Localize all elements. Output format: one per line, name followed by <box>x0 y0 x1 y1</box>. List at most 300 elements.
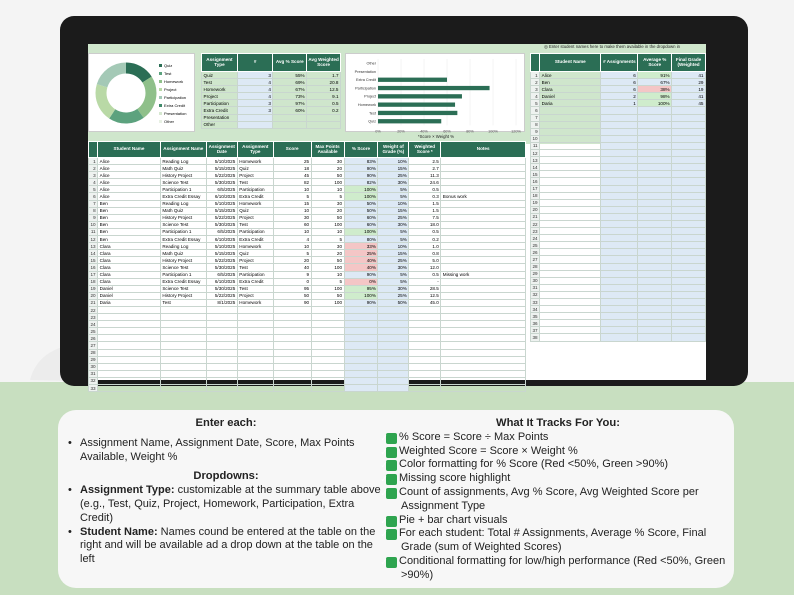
table-cell[interactable] <box>273 335 311 342</box>
student-cell[interactable] <box>601 192 638 199</box>
student-cell[interactable] <box>540 277 601 284</box>
table-cell[interactable] <box>237 377 273 384</box>
table-cell[interactable]: 9 <box>273 271 311 278</box>
table-cell[interactable] <box>311 335 344 342</box>
student-cell[interactable] <box>638 114 672 121</box>
table-cell[interactable] <box>378 370 409 377</box>
table-cell[interactable]: Ben <box>98 207 161 214</box>
table-cell[interactable] <box>311 314 344 321</box>
table-cell[interactable]: 5/15/2025 <box>206 165 237 172</box>
table-cell[interactable]: 82 <box>273 179 311 186</box>
student-cell[interactable] <box>601 228 638 235</box>
student-cell[interactable] <box>672 228 706 235</box>
student-cell[interactable] <box>540 121 601 128</box>
table-cell[interactable]: 25% <box>378 172 409 179</box>
table-cell[interactable]: 18.0 <box>409 221 441 228</box>
student-cell[interactable] <box>540 313 601 320</box>
student-cell[interactable] <box>638 157 672 164</box>
table-cell[interactable]: - <box>409 278 441 285</box>
table-cell[interactable] <box>273 328 311 335</box>
table-cell[interactable]: 40% <box>344 257 378 264</box>
table-cell[interactable] <box>344 385 378 392</box>
student-cell[interactable] <box>540 213 601 220</box>
table-cell[interactable] <box>378 385 409 392</box>
table-cell[interactable] <box>160 335 206 342</box>
student-cell[interactable] <box>672 157 706 164</box>
student-cell[interactable]: 2 <box>601 93 638 100</box>
student-cell[interactable] <box>601 206 638 213</box>
table-cell[interactable] <box>441 243 526 250</box>
table-cell[interactable] <box>98 363 161 370</box>
table-cell[interactable]: 95 <box>273 285 311 292</box>
table-cell[interactable]: 1.5 <box>409 207 441 214</box>
student-cell[interactable] <box>672 171 706 178</box>
table-cell[interactable] <box>441 179 526 186</box>
table-cell[interactable]: 100 <box>311 221 344 228</box>
student-cell[interactable] <box>672 334 706 341</box>
student-cell[interactable] <box>638 213 672 220</box>
student-cell[interactable] <box>601 164 638 171</box>
table-cell[interactable]: 50% <box>344 200 378 207</box>
table-cell[interactable]: 80% <box>344 236 378 243</box>
student-cell[interactable] <box>601 185 638 192</box>
table-cell[interactable]: 25% <box>378 292 409 299</box>
student-cell[interactable] <box>540 270 601 277</box>
table-cell[interactable]: 100% <box>344 186 378 193</box>
table-cell[interactable]: 10 <box>273 207 311 214</box>
table-cell[interactable] <box>409 335 441 342</box>
table-cell[interactable]: 82% <box>344 179 378 186</box>
table-cell[interactable]: Participation <box>237 186 273 193</box>
table-cell[interactable]: 90% <box>344 299 378 306</box>
student-cell[interactable]: Alice <box>540 72 601 79</box>
table-cell[interactable]: 40 <box>273 264 311 271</box>
table-cell[interactable]: Participation 1 <box>160 186 206 193</box>
student-cell[interactable] <box>540 284 601 291</box>
table-cell[interactable]: Extra Credit <box>237 236 273 243</box>
student-cell[interactable] <box>540 334 601 341</box>
table-cell[interactable] <box>311 377 344 384</box>
table-cell[interactable]: 18 <box>273 165 311 172</box>
table-cell[interactable]: 45 <box>273 172 311 179</box>
table-cell[interactable] <box>409 321 441 328</box>
table-cell[interactable] <box>409 306 441 313</box>
student-cell[interactable] <box>672 306 706 313</box>
table-cell[interactable]: Missing work <box>441 271 526 278</box>
student-cell[interactable] <box>672 320 706 327</box>
table-cell[interactable]: 5/10/2025 <box>206 200 237 207</box>
table-cell[interactable]: Quiz <box>237 165 273 172</box>
student-cell[interactable] <box>638 164 672 171</box>
student-cell[interactable] <box>601 334 638 341</box>
student-cell[interactable] <box>540 291 601 298</box>
table-cell[interactable]: 30 <box>311 200 344 207</box>
student-cell[interactable] <box>638 142 672 149</box>
table-cell[interactable]: Test <box>237 264 273 271</box>
table-cell[interactable]: 5/30/2025 <box>206 264 237 271</box>
student-cell[interactable]: 67% <box>638 79 672 86</box>
student-cell[interactable] <box>540 192 601 199</box>
student-cell[interactable] <box>540 142 601 149</box>
table-cell[interactable] <box>344 314 378 321</box>
table-cell[interactable] <box>237 306 273 313</box>
table-cell[interactable] <box>409 356 441 363</box>
student-cell[interactable]: 41 <box>672 72 706 79</box>
table-cell[interactable] <box>206 321 237 328</box>
student-cell[interactable] <box>540 135 601 142</box>
table-cell[interactable]: Ben <box>98 236 161 243</box>
student-cell[interactable] <box>672 121 706 128</box>
student-cell[interactable]: 6 <box>601 86 638 93</box>
student-cell[interactable] <box>601 235 638 242</box>
table-cell[interactable]: Ben <box>98 214 161 221</box>
table-cell[interactable]: History Project <box>160 292 206 299</box>
student-cell[interactable]: Ben <box>540 79 601 86</box>
student-cell[interactable]: 6 <box>601 72 638 79</box>
table-cell[interactable]: 30% <box>378 285 409 292</box>
table-cell[interactable]: Project <box>237 214 273 221</box>
table-cell[interactable] <box>441 356 526 363</box>
table-cell[interactable] <box>206 356 237 363</box>
table-cell[interactable]: Science Test <box>160 221 206 228</box>
table-cell[interactable] <box>206 377 237 384</box>
table-cell[interactable]: 5% <box>378 278 409 285</box>
student-cell[interactable]: 38% <box>638 86 672 93</box>
table-cell[interactable] <box>409 349 441 356</box>
table-cell[interactable]: 10% <box>378 200 409 207</box>
table-cell[interactable] <box>441 257 526 264</box>
table-cell[interactable]: Alice <box>98 165 161 172</box>
table-cell[interactable]: 15% <box>378 165 409 172</box>
student-cell[interactable] <box>540 206 601 213</box>
student-cell[interactable] <box>540 171 601 178</box>
table-cell[interactable]: Math Quiz <box>160 207 206 214</box>
table-cell[interactable]: 100 <box>311 299 344 306</box>
table-cell[interactable]: Clara <box>98 271 161 278</box>
table-cell[interactable]: Participation <box>237 271 273 278</box>
table-cell[interactable] <box>206 349 237 356</box>
table-cell[interactable] <box>273 377 311 384</box>
student-cell[interactable] <box>540 178 601 185</box>
table-cell[interactable] <box>206 342 237 349</box>
table-cell[interactable]: 30% <box>378 264 409 271</box>
table-cell[interactable]: 100% <box>344 292 378 299</box>
student-cell[interactable] <box>672 164 706 171</box>
student-cell[interactable] <box>601 171 638 178</box>
student-cell[interactable] <box>601 150 638 157</box>
student-cell[interactable] <box>638 135 672 142</box>
table-cell[interactable] <box>160 377 206 384</box>
table-cell[interactable] <box>206 306 237 313</box>
table-cell[interactable]: 10 <box>273 243 311 250</box>
student-cell[interactable] <box>540 263 601 270</box>
table-cell[interactable] <box>441 306 526 313</box>
student-cell[interactable] <box>601 291 638 298</box>
student-cell[interactable] <box>540 164 601 171</box>
table-cell[interactable]: 50 <box>311 257 344 264</box>
table-cell[interactable]: 45.0 <box>409 299 441 306</box>
table-cell[interactable]: 6/10/2025 <box>206 236 237 243</box>
table-cell[interactable]: Alice <box>98 158 161 165</box>
table-cell[interactable] <box>344 342 378 349</box>
table-cell[interactable]: Math Quiz <box>160 165 206 172</box>
table-cell[interactable] <box>98 370 161 377</box>
student-cell[interactable] <box>601 249 638 256</box>
table-cell[interactable] <box>441 285 526 292</box>
table-cell[interactable]: 30% <box>378 179 409 186</box>
table-cell[interactable] <box>409 363 441 370</box>
table-cell[interactable]: 5% <box>378 271 409 278</box>
table-cell[interactable] <box>378 335 409 342</box>
table-cell[interactable]: 5/30/2025 <box>206 221 237 228</box>
student-cell[interactable] <box>540 249 601 256</box>
table-cell[interactable]: 6/5/2025 <box>206 228 237 235</box>
table-cell[interactable] <box>273 356 311 363</box>
table-cell[interactable]: 50% <box>378 299 409 306</box>
table-cell[interactable] <box>160 363 206 370</box>
table-cell[interactable]: 50 <box>311 292 344 299</box>
student-cell[interactable]: 19 <box>672 86 706 93</box>
table-cell[interactable]: 2.7 <box>409 165 441 172</box>
student-cell[interactable] <box>672 213 706 220</box>
table-cell[interactable] <box>273 363 311 370</box>
table-cell[interactable] <box>378 356 409 363</box>
student-cell[interactable] <box>638 128 672 135</box>
table-cell[interactable] <box>344 306 378 313</box>
table-cell[interactable]: Extra Credit <box>237 278 273 285</box>
table-cell[interactable]: 6/5/2025 <box>206 186 237 193</box>
table-cell[interactable] <box>409 328 441 335</box>
table-cell[interactable]: 5/10/2025 <box>206 243 237 250</box>
student-cell[interactable]: Clara <box>540 86 601 93</box>
table-cell[interactable]: Extra Credit <box>237 193 273 200</box>
table-cell[interactable] <box>237 356 273 363</box>
table-cell[interactable] <box>98 314 161 321</box>
table-cell[interactable] <box>441 314 526 321</box>
table-cell[interactable]: Clara <box>98 250 161 257</box>
student-cell[interactable]: 29 <box>672 79 706 86</box>
student-cell[interactable] <box>638 334 672 341</box>
table-cell[interactable] <box>311 385 344 392</box>
table-cell[interactable] <box>273 314 311 321</box>
table-cell[interactable]: Extra Credit Essay <box>160 193 206 200</box>
table-cell[interactable]: Ben <box>98 200 161 207</box>
table-cell[interactable]: 15% <box>378 207 409 214</box>
table-cell[interactable]: 25% <box>378 257 409 264</box>
table-cell[interactable]: 30 <box>273 214 311 221</box>
table-cell[interactable] <box>344 377 378 384</box>
table-cell[interactable] <box>237 363 273 370</box>
student-cell[interactable] <box>540 220 601 227</box>
table-cell[interactable] <box>206 328 237 335</box>
table-cell[interactable] <box>237 328 273 335</box>
table-cell[interactable] <box>311 349 344 356</box>
table-cell[interactable] <box>344 328 378 335</box>
student-cell[interactable] <box>672 114 706 121</box>
table-cell[interactable] <box>206 314 237 321</box>
student-cell[interactable] <box>540 320 601 327</box>
student-cell[interactable]: Daniel <box>540 93 601 100</box>
student-cell[interactable] <box>601 121 638 128</box>
student-cell[interactable] <box>638 320 672 327</box>
table-cell[interactable]: 90% <box>344 172 378 179</box>
table-cell[interactable]: Participation <box>237 228 273 235</box>
table-cell[interactable]: Extra Credit Essay <box>160 236 206 243</box>
table-cell[interactable] <box>98 385 161 392</box>
student-cell[interactable] <box>601 142 638 149</box>
table-cell[interactable] <box>311 342 344 349</box>
student-cell[interactable] <box>672 242 706 249</box>
table-cell[interactable]: Homework <box>237 299 273 306</box>
student-cell[interactable] <box>638 249 672 256</box>
student-cell[interactable] <box>601 277 638 284</box>
student-cell[interactable] <box>638 277 672 284</box>
table-cell[interactable]: Project <box>237 172 273 179</box>
student-cell[interactable] <box>540 199 601 206</box>
table-cell[interactable] <box>441 321 526 328</box>
table-cell[interactable]: 5/22/2025 <box>206 257 237 264</box>
table-cell[interactable] <box>160 349 206 356</box>
table-cell[interactable]: Reading Log <box>160 200 206 207</box>
student-cell[interactable] <box>540 256 601 263</box>
table-cell[interactable] <box>441 200 526 207</box>
table-cell[interactable]: 20 <box>311 250 344 257</box>
student-cell[interactable] <box>540 327 601 334</box>
student-cell[interactable]: 45 <box>672 100 706 107</box>
student-cell[interactable] <box>672 291 706 298</box>
table-cell[interactable] <box>378 363 409 370</box>
student-cell[interactable] <box>638 235 672 242</box>
table-cell[interactable]: Homework <box>237 158 273 165</box>
student-cell[interactable] <box>601 128 638 135</box>
table-cell[interactable]: 5/22/2025 <box>206 172 237 179</box>
student-cell[interactable]: 6 <box>601 79 638 86</box>
table-cell[interactable]: 0.8 <box>409 250 441 257</box>
table-cell[interactable] <box>160 342 206 349</box>
student-cell[interactable] <box>540 235 601 242</box>
table-cell[interactable] <box>441 214 526 221</box>
table-cell[interactable]: 100 <box>311 179 344 186</box>
table-cell[interactable]: 12.0 <box>409 264 441 271</box>
table-cell[interactable] <box>378 328 409 335</box>
student-cell[interactable] <box>638 291 672 298</box>
student-cell[interactable] <box>601 299 638 306</box>
table-cell[interactable] <box>441 250 526 257</box>
table-cell[interactable]: Alice <box>98 186 161 193</box>
table-cell[interactable]: 33% <box>344 243 378 250</box>
table-cell[interactable] <box>344 349 378 356</box>
student-cell[interactable] <box>638 327 672 334</box>
table-cell[interactable]: 0.2 <box>409 236 441 243</box>
table-cell[interactable] <box>378 342 409 349</box>
table-cell[interactable]: 40% <box>344 264 378 271</box>
table-cell[interactable]: 5% <box>378 193 409 200</box>
table-cell[interactable]: Daria <box>98 299 161 306</box>
table-cell[interactable] <box>344 321 378 328</box>
table-cell[interactable]: Homework <box>237 200 273 207</box>
table-cell[interactable]: 60% <box>344 221 378 228</box>
student-cell[interactable] <box>601 157 638 164</box>
table-cell[interactable]: 6/10/2025 <box>206 278 237 285</box>
table-cell[interactable]: 95% <box>344 285 378 292</box>
student-cell[interactable] <box>638 270 672 277</box>
student-cell[interactable] <box>672 249 706 256</box>
student-cell[interactable] <box>638 192 672 199</box>
student-cell[interactable] <box>672 107 706 114</box>
table-cell[interactable] <box>441 299 526 306</box>
table-cell[interactable] <box>237 349 273 356</box>
table-cell[interactable] <box>160 306 206 313</box>
student-cell[interactable]: 100% <box>638 100 672 107</box>
table-cell[interactable]: 50 <box>311 172 344 179</box>
table-cell[interactable] <box>378 349 409 356</box>
student-cell[interactable] <box>638 121 672 128</box>
table-cell[interactable]: 30 <box>311 158 344 165</box>
table-cell[interactable]: 5/15/2025 <box>206 250 237 257</box>
table-cell[interactable]: 20 <box>311 207 344 214</box>
table-cell[interactable]: 100% <box>344 193 378 200</box>
student-cell[interactable] <box>601 284 638 291</box>
table-cell[interactable]: History Project <box>160 257 206 264</box>
student-cell[interactable] <box>672 277 706 284</box>
table-cell[interactable]: 5% <box>378 236 409 243</box>
student-cell[interactable] <box>540 107 601 114</box>
table-cell[interactable]: 24.6 <box>409 179 441 186</box>
table-cell[interactable] <box>441 292 526 299</box>
table-cell[interactable]: 5 <box>311 278 344 285</box>
table-cell[interactable] <box>441 228 526 235</box>
student-cell[interactable] <box>638 178 672 185</box>
table-cell[interactable]: 5% <box>378 186 409 193</box>
table-cell[interactable]: 10% <box>378 243 409 250</box>
student-cell[interactable] <box>601 327 638 334</box>
student-cell[interactable] <box>601 306 638 313</box>
student-cell[interactable] <box>672 220 706 227</box>
table-cell[interactable]: Project <box>237 292 273 299</box>
table-cell[interactable] <box>441 363 526 370</box>
table-cell[interactable]: Bonus work <box>441 193 526 200</box>
table-cell[interactable] <box>378 321 409 328</box>
student-cell[interactable] <box>601 270 638 277</box>
table-cell[interactable] <box>441 342 526 349</box>
table-cell[interactable]: 100 <box>311 264 344 271</box>
student-cell[interactable] <box>540 128 601 135</box>
table-cell[interactable] <box>441 349 526 356</box>
table-cell[interactable]: 5/22/2025 <box>206 292 237 299</box>
student-cell[interactable] <box>601 107 638 114</box>
table-cell[interactable]: 30% <box>378 221 409 228</box>
table-cell[interactable]: Clara <box>98 257 161 264</box>
table-cell[interactable]: Science Test <box>160 264 206 271</box>
table-cell[interactable]: 25% <box>344 250 378 257</box>
table-cell[interactable]: 5 <box>273 250 311 257</box>
student-cell[interactable]: 91% <box>638 72 672 79</box>
table-cell[interactable]: 50 <box>311 214 344 221</box>
table-cell[interactable]: 60 <box>273 221 311 228</box>
table-cell[interactable] <box>344 370 378 377</box>
table-cell[interactable]: Alice <box>98 193 161 200</box>
table-cell[interactable]: 25 <box>273 158 311 165</box>
student-cell[interactable] <box>672 299 706 306</box>
student-cell[interactable] <box>638 313 672 320</box>
student-cell[interactable] <box>601 320 638 327</box>
table-cell[interactable] <box>206 385 237 392</box>
student-cell[interactable] <box>601 213 638 220</box>
table-cell[interactable] <box>441 236 526 243</box>
student-cell[interactable] <box>601 263 638 270</box>
table-cell[interactable]: 100 <box>311 285 344 292</box>
table-cell[interactable] <box>409 314 441 321</box>
